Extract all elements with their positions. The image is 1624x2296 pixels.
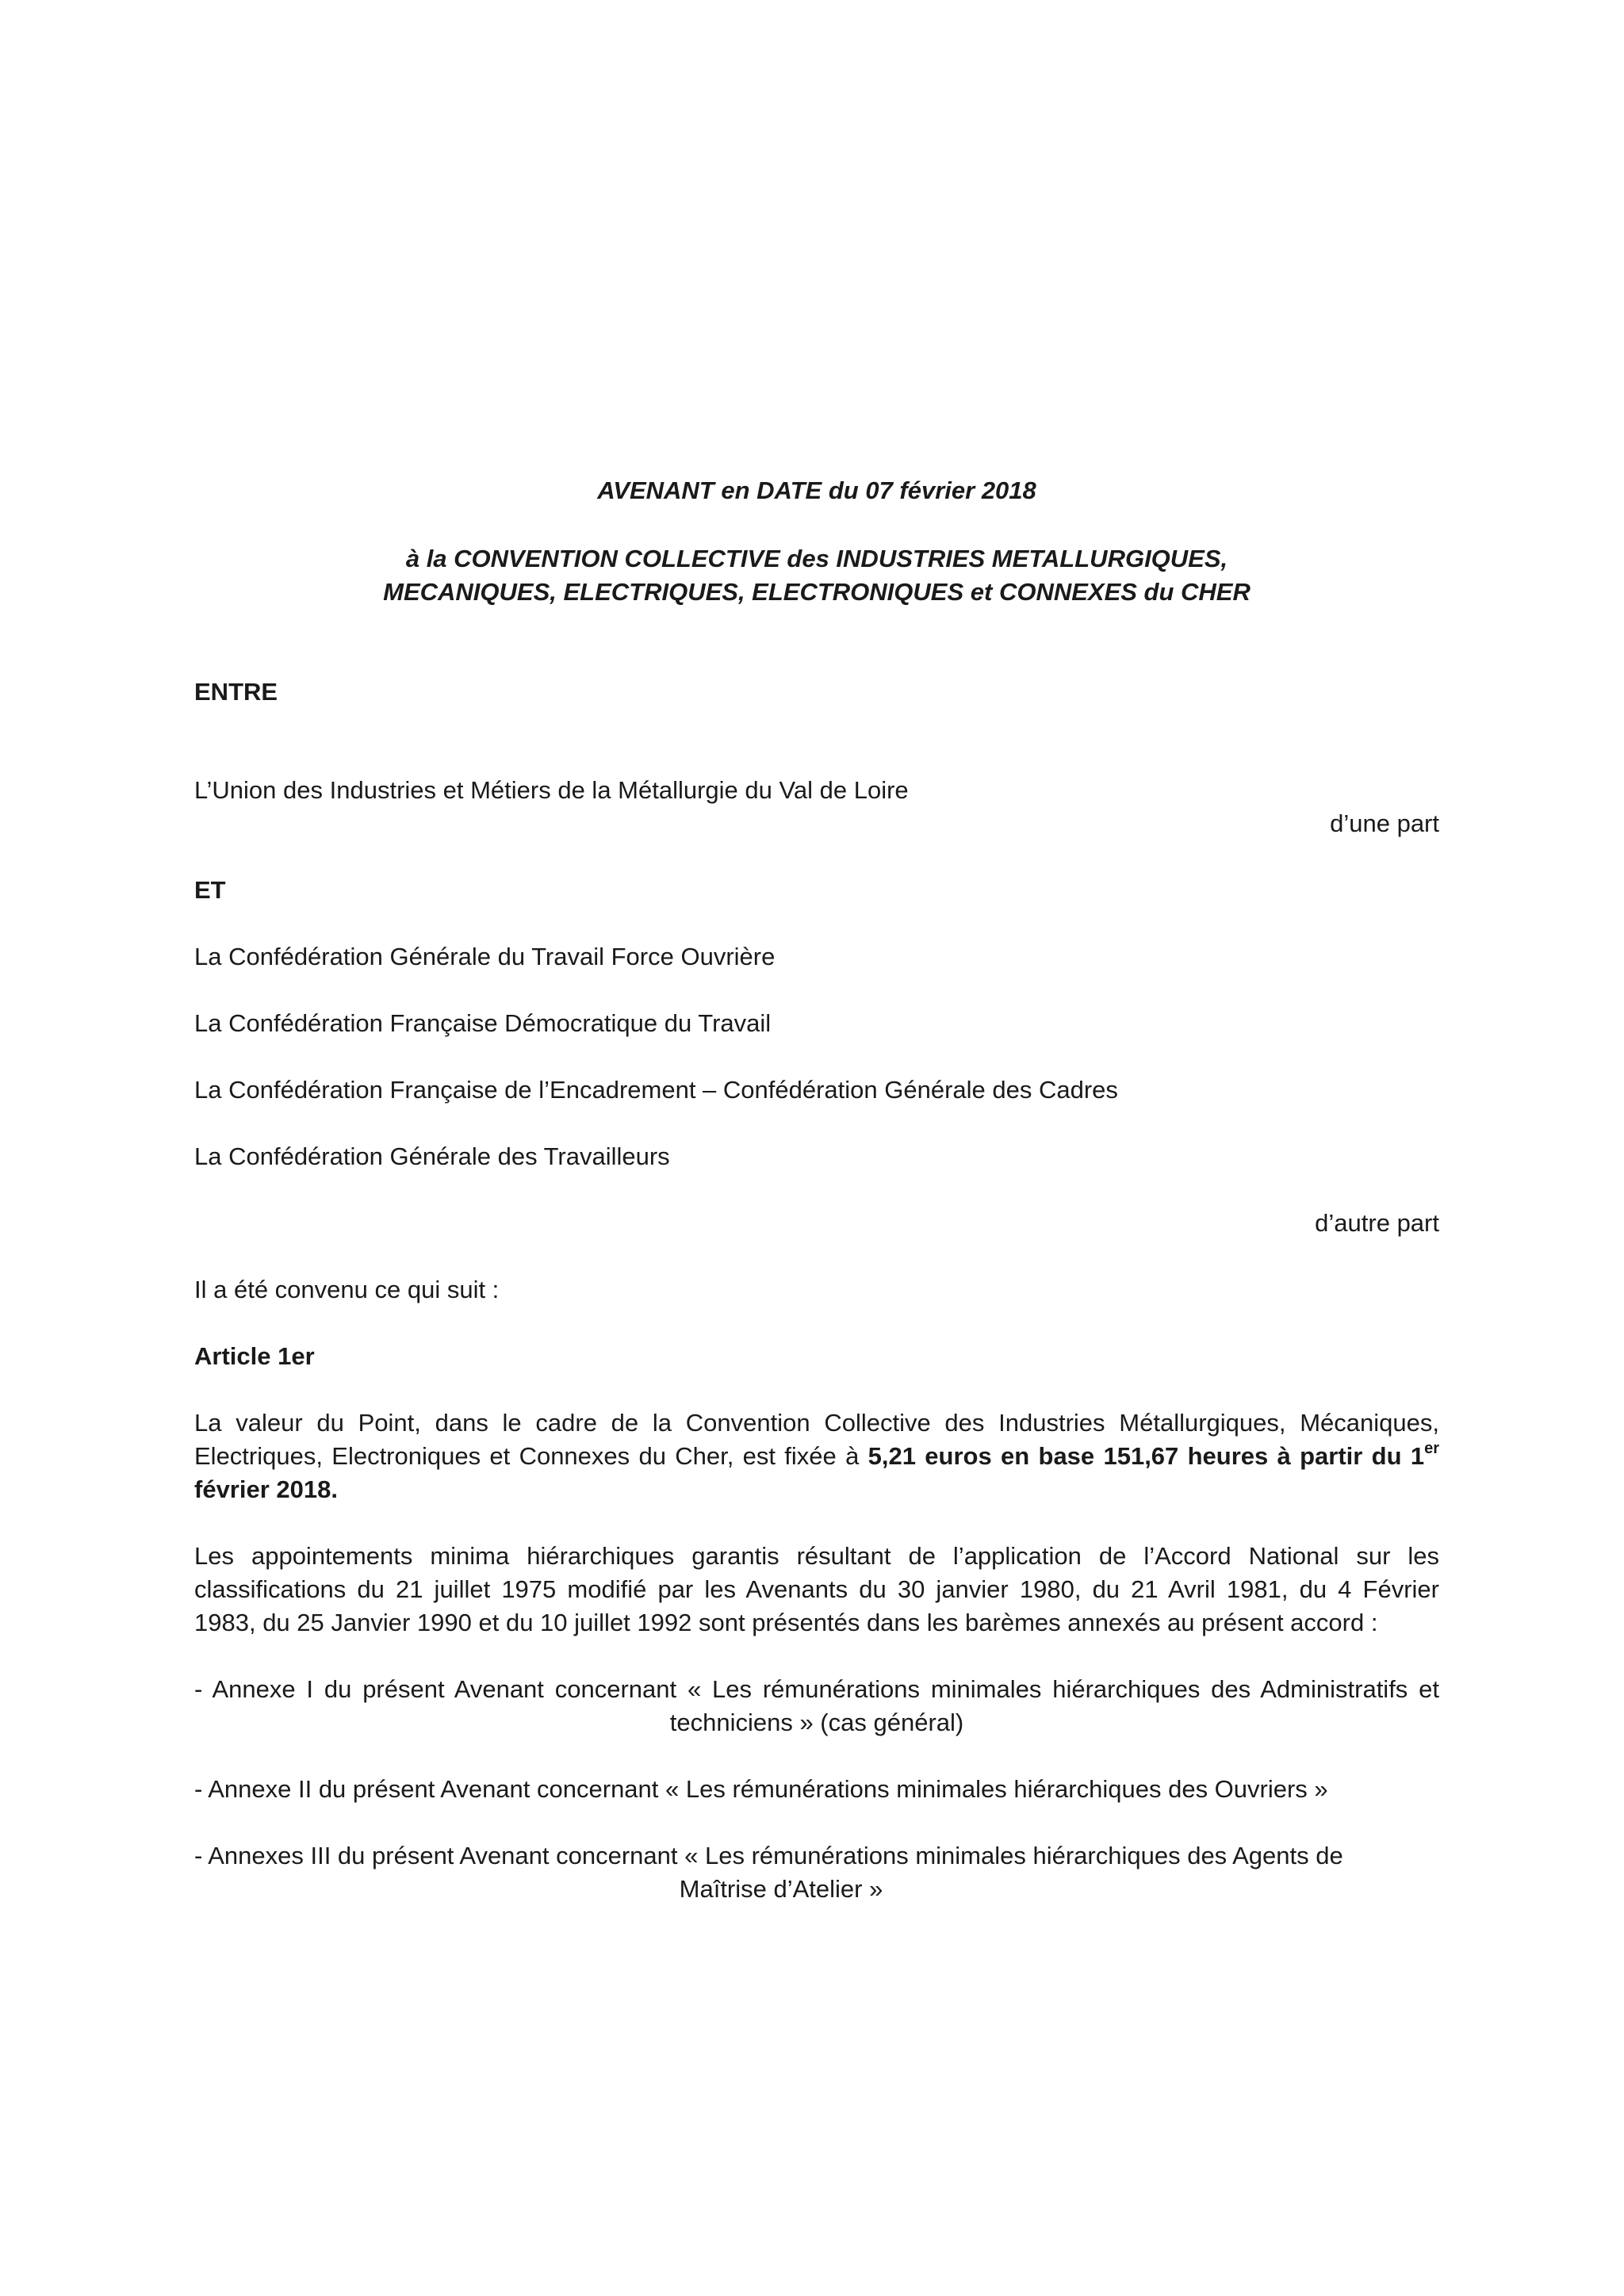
annex-1-line-1: - Annexe I du présent Avenant concernant « Les rémunérations minimales hiérarchiques des Administratifs et bbox=[194, 1675, 1439, 1703]
party2-name-2: La Confédération Française Démocratique du Travail bbox=[194, 1009, 772, 1037]
et-heading: ET bbox=[194, 876, 226, 904]
convenu-text: Il a été convenu ce qui suit : bbox=[194, 1276, 500, 1303]
article1-p1-date-sup: er bbox=[1424, 1440, 1439, 1457]
article1-p1-line-2 bbox=[194, 1440, 1439, 1473]
article1-heading: Article 1er bbox=[194, 1342, 315, 1370]
title-line-1: AVENANT en DATE du 07 février 2018 bbox=[597, 476, 1036, 504]
party1-side: d’une part bbox=[1330, 809, 1439, 837]
article1-p1-date-day: 1 bbox=[1410, 1442, 1425, 1470]
annex-3-line-2: Maîtrise d’Atelier » bbox=[679, 1875, 883, 1903]
annex-3-item bbox=[194, 1839, 1368, 1906]
article1-p1-line-2-text: Electriques, Electroniques et Connexes du Cher, est fixée à bbox=[194, 1442, 860, 1470]
annex-3-line-1: - Annexes III du présent Avenant concernant « Les rémunérations minimales hiérarchiques des Agents de bbox=[194, 1842, 1343, 1869]
party1-name: L’Union des Industries et Métiers de la Métallurgie du Val de Loire bbox=[194, 776, 909, 804]
document-body bbox=[194, 0, 1439, 2296]
article1-p2-line-3: 1983, du 25 Janvier 1990 et du 10 juillet 1992 sont présentés dans les barèmes annexés au présent accord : bbox=[194, 1609, 1378, 1636]
annex-2-item: - Annexe II du présent Avenant concernant « Les rémunérations minimales hiérarchiques des Ouvriers » bbox=[194, 1775, 1328, 1803]
annex-1-item bbox=[194, 1673, 1439, 1739]
article1-p1-line-3: février 2018. bbox=[194, 1475, 338, 1503]
party2-name-4: La Confédération Générale des Travailleurs bbox=[194, 1142, 670, 1170]
title-line-2: à la CONVENTION COLLECTIVE des INDUSTRIES METALLURGIQUES, bbox=[405, 545, 1228, 572]
article1-p1-date-number bbox=[1411, 1442, 1439, 1470]
article1-p2-line-2: classifications du 21 juillet 1975 modifié par les Avenants du 30 janvier 1980, du 21 Avril 1981, du 4 Février bbox=[194, 1575, 1439, 1603]
article1-p2-line-1: Les appointements minima hiérarchiques garantis résultant de l’application de l’Accord National sur les bbox=[194, 1542, 1439, 1570]
article1-p1-line-1: La valeur du Point, dans le cadre de la Convention Collective des Industries Métallurgiques, Mécaniques, bbox=[194, 1409, 1439, 1437]
article1-paragraph-2 bbox=[194, 1540, 1439, 1640]
party2-name-3: La Confédération Française de l’Encadrement – Confédération Générale des Cadres bbox=[194, 1076, 1118, 1104]
title-line-3: MECANIQUES, ELECTRIQUES, ELECTRONIQUES et CONNEXES du CHER bbox=[383, 578, 1251, 606]
party2-name-1: La Confédération Générale du Travail Force Ouvrière bbox=[194, 943, 776, 970]
article1-paragraph-1 bbox=[194, 1406, 1439, 1506]
entre-heading: ENTRE bbox=[194, 678, 278, 706]
party2-side: d’autre part bbox=[1315, 1209, 1439, 1237]
annex-1-line-2: techniciens » (cas général) bbox=[669, 1709, 964, 1736]
article1-p1-line-2-bold: 5,21 euros en base 151,67 heures à partir du bbox=[868, 1442, 1402, 1470]
